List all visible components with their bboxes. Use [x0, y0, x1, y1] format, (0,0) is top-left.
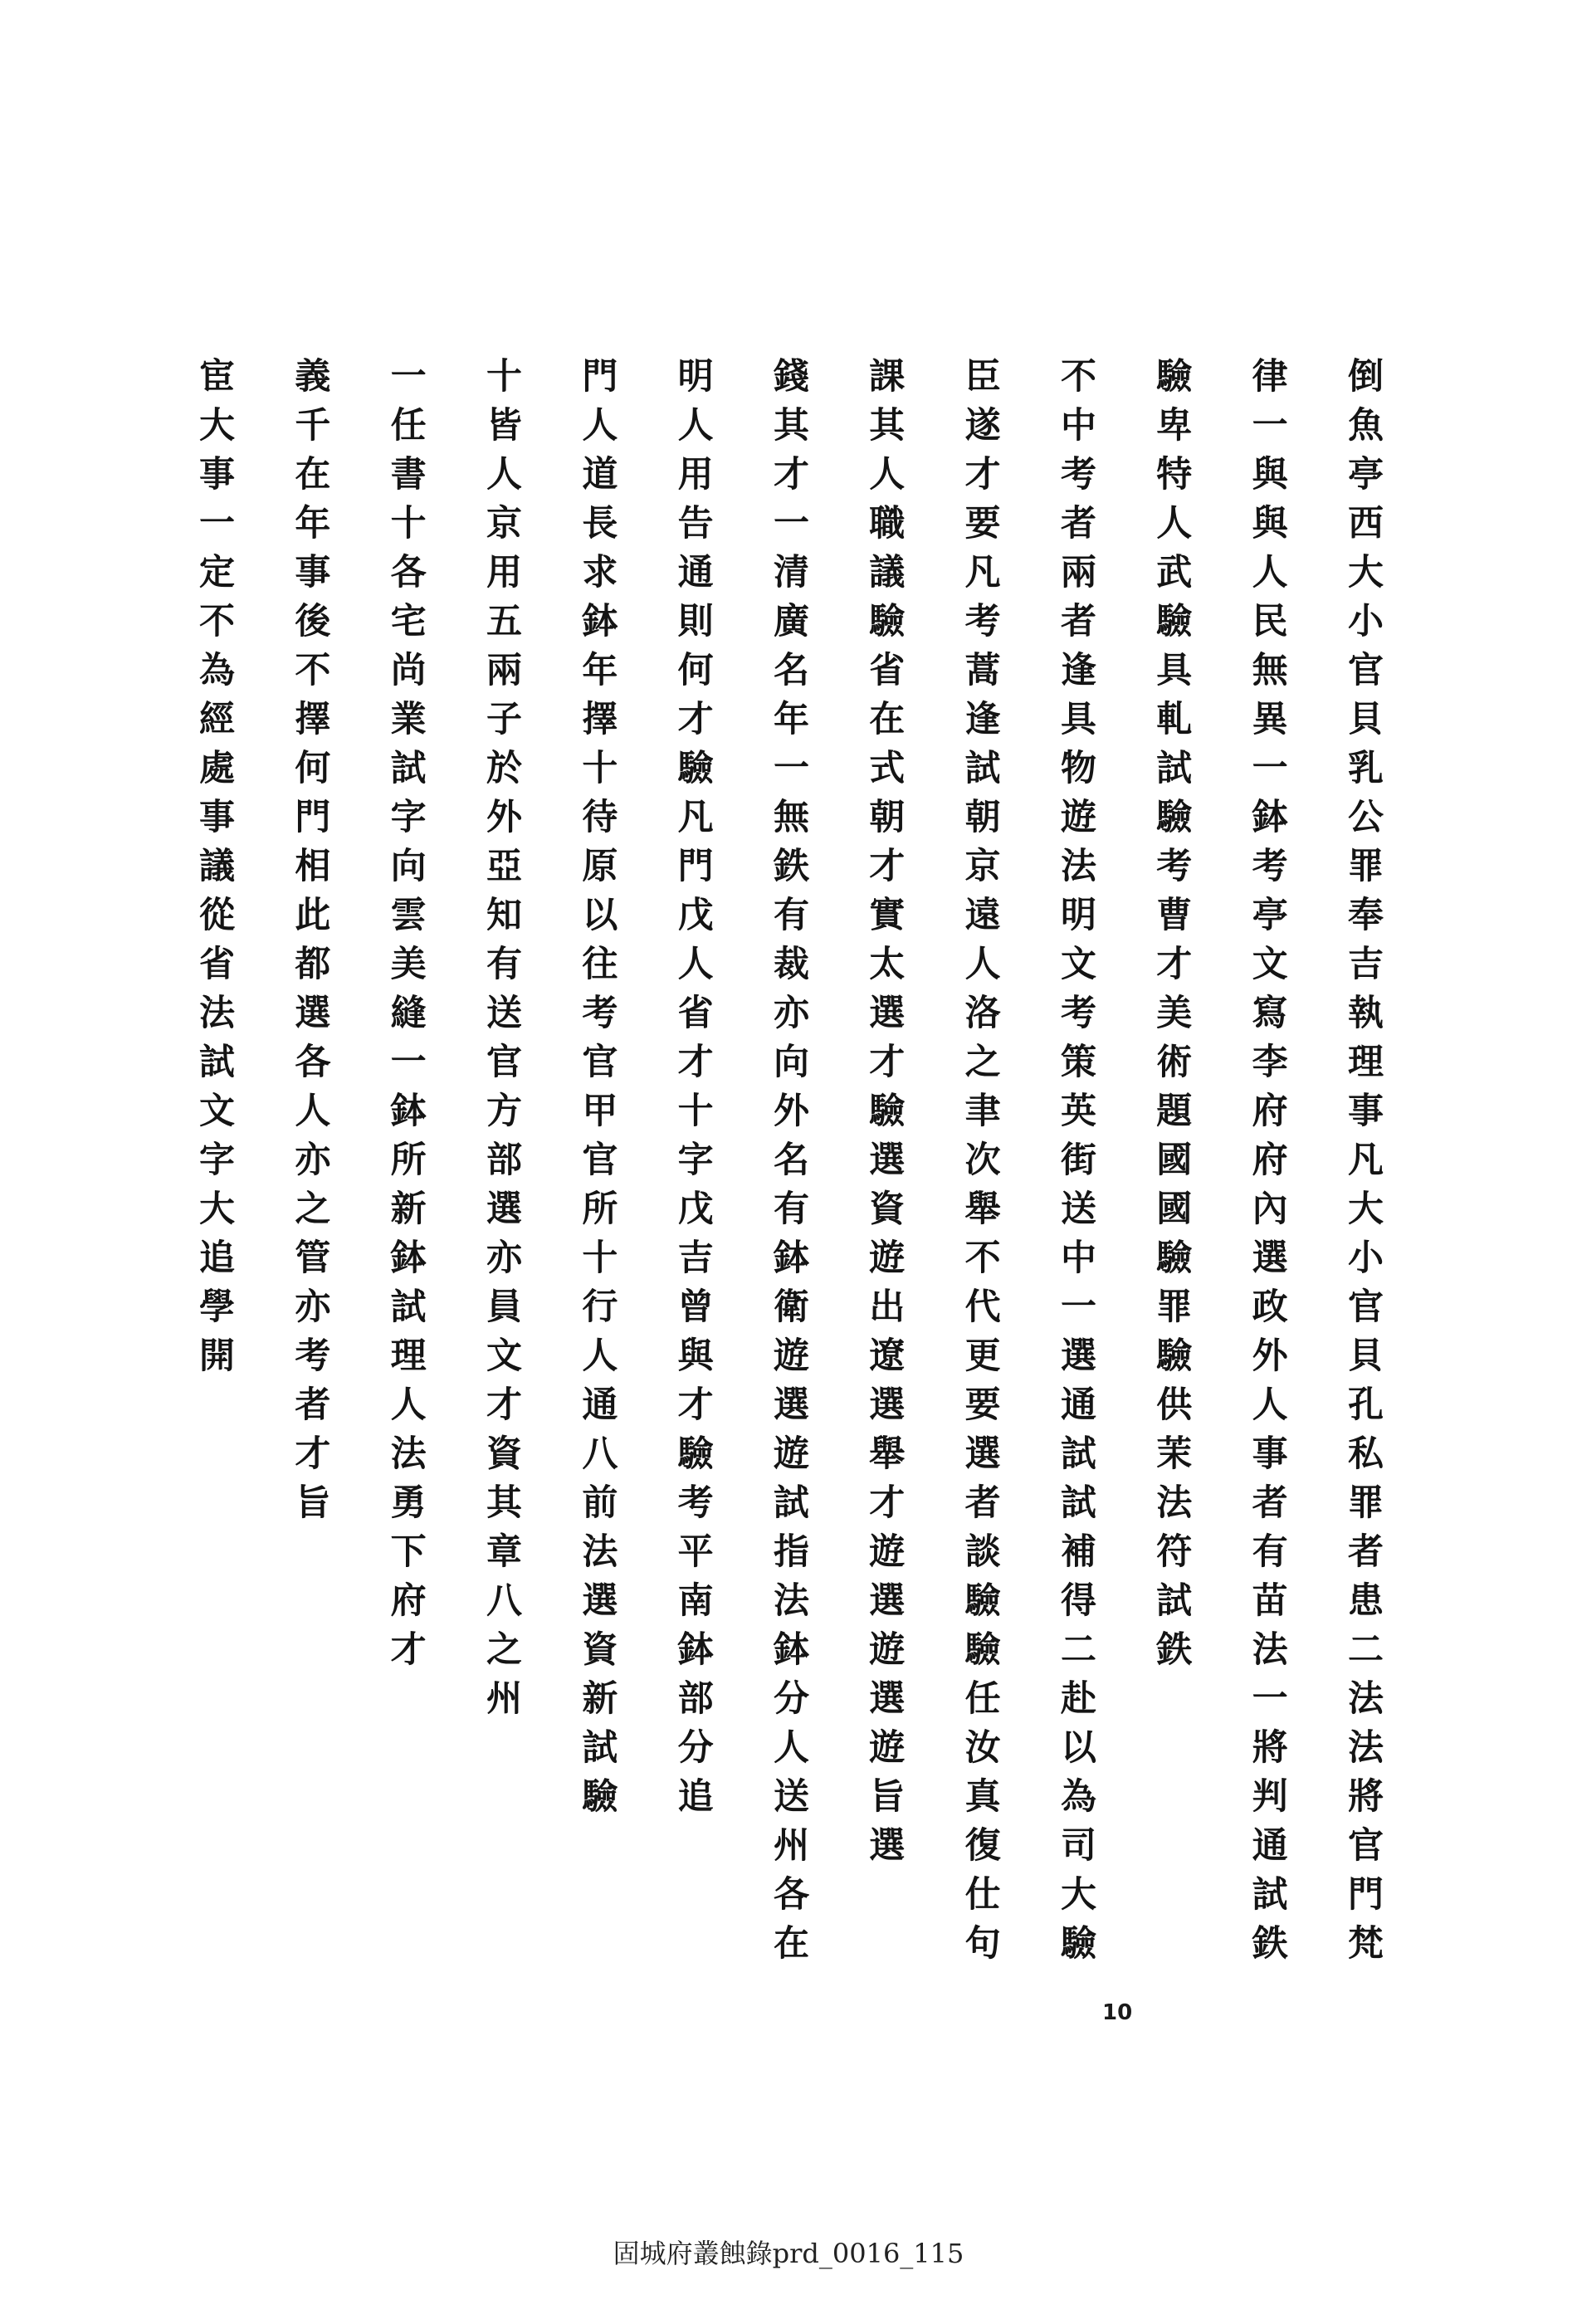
text-column: 門人道長求鉢年擇十待原以往考官甲官所十行人通八前法選資新試驗	[576, 357, 618, 1826]
text-column: 一任書十各宅尚業試字向雲美縫一鉢所新鉢試理人法勇下府才	[384, 357, 427, 1679]
text-column: 明人用告通則何才驗凡門戊人省才十字戊吉曾與才驗考平南鉢部分追	[671, 357, 714, 1826]
text-column: 不中考者兩者逢具物遊法明文考策英街送中一選通試試補得二赴以為司大驗	[1054, 357, 1096, 1973]
manuscript-text-block	[191, 357, 1386, 2050]
text-column: 倒魚亭西大小官貝乳公罪奉吉執理事凡大小官貝孔私罪者患二法法將官門梵	[1341, 357, 1384, 1973]
text-column: 律一與與人民無異一鉢考亭文寫李府府內選政外人事者有苗法一將判通試鉄	[1246, 357, 1288, 1973]
text-column: 臣遂才要凡考蒿逢試朝京遠人洛之聿次舉不代更要選者談驗驗任汝真復仕句	[959, 357, 1001, 1973]
text-column: 課其人職議驗省在式朝才實太選才驗選資遊出遼選舉才遊選遊選遊旨選	[863, 357, 906, 1875]
page-number: 10	[1102, 2000, 1133, 2025]
text-column: 義千在年事後不擇何門相此都選各人亦之管亦考者才旨	[289, 357, 331, 1532]
text-column: 驗卑特人武驗具軋試驗考曹才美術題國國驗罪驗供茉法符試鉄	[1150, 357, 1193, 1679]
text-column: 宦大事一定不為經處事議從省法試文字大追學開	[193, 357, 235, 1385]
text-column: 錢其才一清廣名年一無鉄有裁亦向外名有鉢衛遊選遊試指法鉢分人送州各在	[767, 357, 809, 1973]
image-caption: 固城府叢蝕錄prd_0016_115	[613, 2238, 964, 2269]
text-column: 十皆人京用五兩子於外亞知有送官方部選亦員文才資其章八之州	[480, 357, 522, 1728]
